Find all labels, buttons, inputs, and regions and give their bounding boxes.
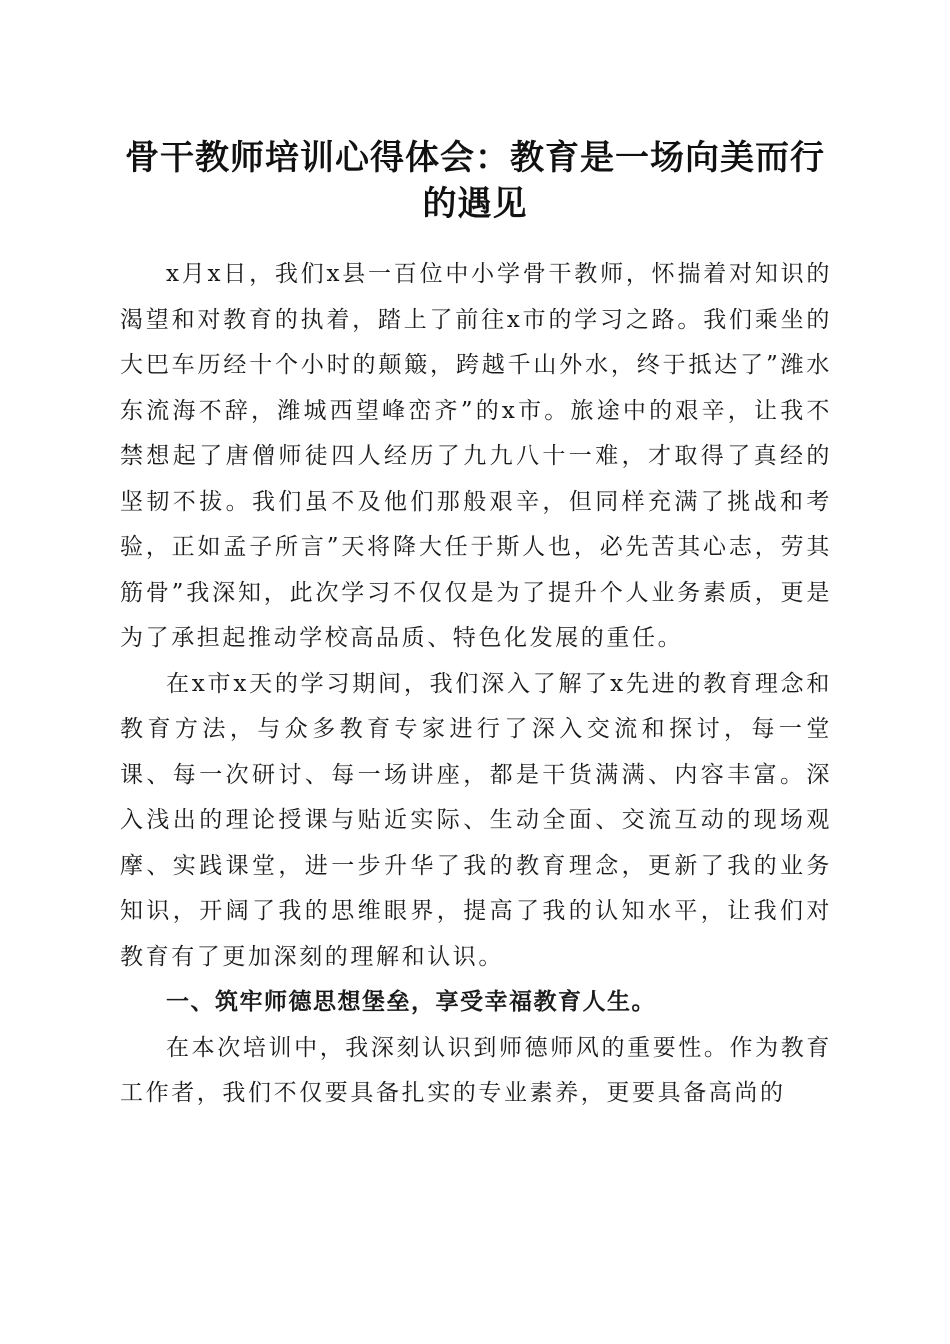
document-title: 骨干教师培训心得体会：教育是一场向美而行的遇见	[125, 138, 825, 224]
document-body	[120, 252, 832, 1117]
section-paragraph: 在本次培训中，我深刻认识到师德师风的重要性。作为教育工作者，我们不仅要具备扎实的专业素养，更要具备高尚的	[120, 1034, 832, 1106]
body-paragraph-1: x月x日，我们x县一百位中小学骨干教师，怀揣着对知识的渴望和对教育的执着，踏上了前往x市的学习之路。我们乘坐的大巴车历经十个小时的颠簸，跨越千山外水，终于抵达了”潍水东流海不辞，潍城西望峰峦齐”的x市。旅途中的艰辛，让我不禁想起了唐僧师徒四人经历了九九八十一难，才取得了真经的坚韧不拔。我们虽不及他们那般艰辛，但同样充满了挑战和考验，正如孟子所言”天将降大任于斯人也，必先苦其心志，劳其筋骨”我深知，此次学习不仅仅是为了提升个人业务素质，更是为了承担起推动学校高品质、特色化发展的重任。	[120, 261, 832, 651]
body-paragraph-2: 在x市x天的学习期间，我们深入了解了x先进的教育理念和教育方法，与众多教育专家进行了深入交流和探讨，每一堂课、每一次研讨、每一场讲座，都是干货满满、内容丰富。深入浅出的理论授课与贴近实际、生动全面、交流互动的现场观摩、实践课堂，进一步升华了我的教育理念，更新了我的业务知识，开阔了我的思维眼界，提高了我的认知水平，让我们对教育有了更加深刻的理解和认识。	[120, 670, 832, 970]
section-heading: 一、筑牢师德思想堡垒，享受幸福教育人生。	[166, 989, 656, 1015]
